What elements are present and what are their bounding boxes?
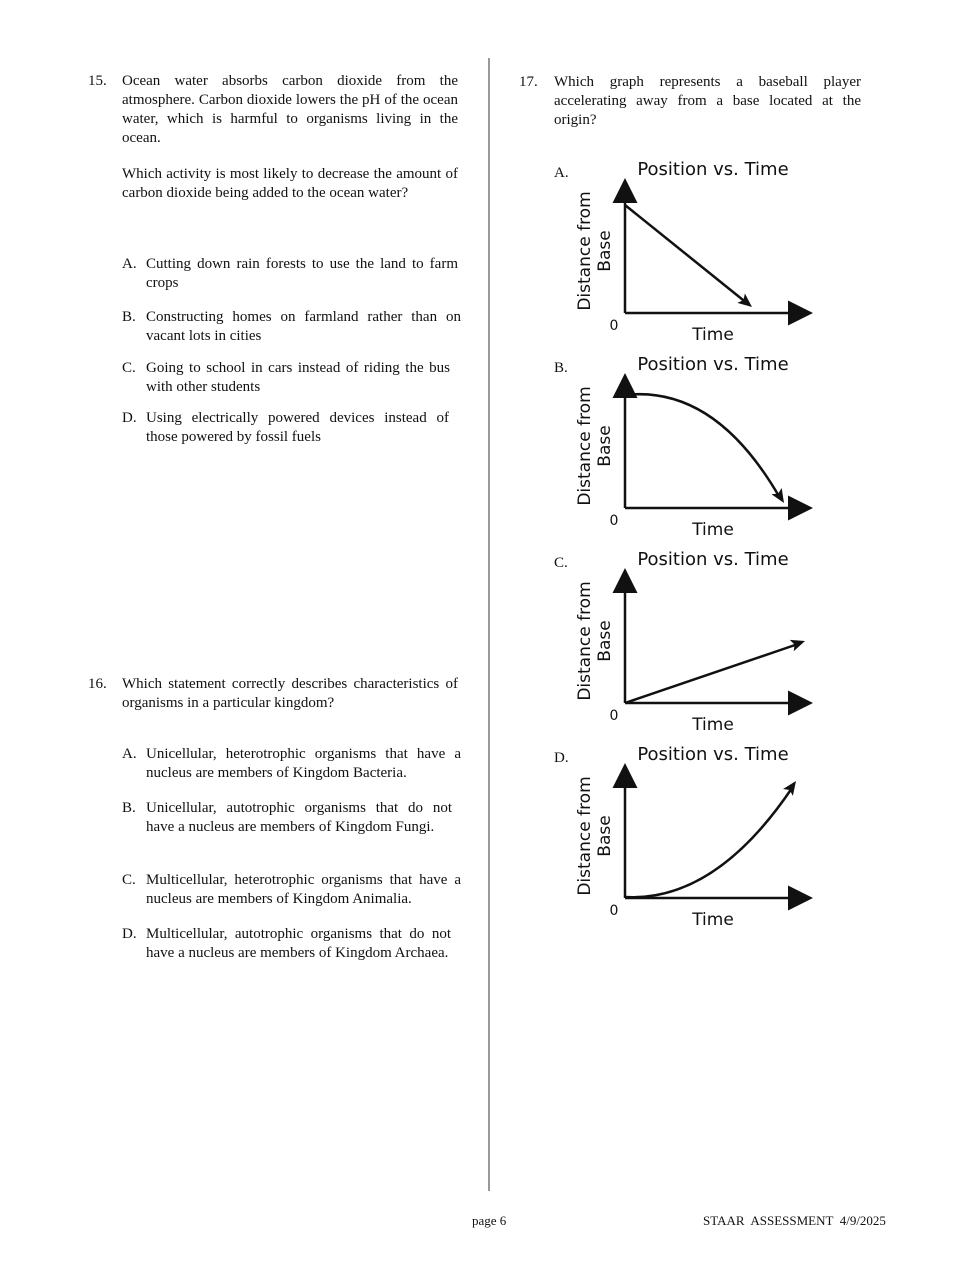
origin-label: 0	[609, 903, 619, 919]
column-divider	[488, 58, 490, 1191]
origin-label: 0	[609, 318, 619, 334]
origin-label: 0	[609, 513, 619, 529]
choice-text: Going to school in cars instead of riding the bus with other students	[146, 360, 450, 395]
choice-text: Using electrically powered devices instead of those powered by fossil fuels	[146, 410, 449, 445]
answer-choice-c[interactable]	[122, 359, 450, 397]
graph-title: Position vs. Time	[637, 354, 789, 375]
choice-letter: A.	[122, 256, 137, 272]
choice-letter: D.	[122, 410, 137, 426]
origin-label: 0	[609, 708, 619, 724]
question-number: 16.	[88, 676, 107, 692]
graph-curve	[625, 205, 748, 304]
y-axis-label-line2: Base	[595, 815, 615, 857]
graph-choice-c[interactable]	[550, 545, 820, 735]
choice-text: Unicellular, autotrophic organisms that do not have a nucleus are members of Kingdom Fungi.	[146, 800, 452, 835]
choice-letter: C.	[122, 360, 136, 376]
answer-choice-c[interactable]	[122, 871, 461, 909]
graph-choice-b[interactable]	[550, 350, 820, 540]
position-time-graph	[550, 155, 820, 345]
page-number: page 6	[472, 1213, 507, 1228]
graph-letter: D.	[554, 750, 569, 766]
answer-choice-d[interactable]	[122, 409, 449, 447]
y-axis-label-line1: Distance from	[575, 386, 595, 506]
x-axis-label: Time	[692, 910, 734, 930]
position-time-graph	[550, 350, 820, 540]
graph-letter: A.	[554, 165, 569, 181]
question-prompt: Which statement correctly describes characteristics of organisms in a particular kingdom?	[122, 676, 458, 711]
graph-choice-d[interactable]	[550, 740, 820, 930]
question-number: 15.	[88, 73, 107, 89]
question-number: 17.	[519, 74, 538, 90]
footer-label: STAAR ASSESSMENT 4/9/2025	[703, 1213, 886, 1228]
graph-title: Position vs. Time	[637, 744, 789, 765]
question-prompt: Which activity is most likely to decrease the amount of carbon dioxide being added to the ocean water?	[122, 166, 458, 201]
graph-choice-a[interactable]	[550, 155, 820, 345]
y-axis-label-line1: Distance from	[575, 581, 595, 701]
graph-curve	[625, 644, 798, 703]
x-axis-label: Time	[692, 520, 734, 540]
choice-letter: B.	[122, 800, 136, 816]
y-axis-label-line2: Base	[595, 230, 615, 272]
curve-arrowhead	[783, 778, 801, 796]
curve-arrowhead	[771, 488, 789, 506]
graph-letter: B.	[554, 360, 568, 376]
choice-text: Multicellular, heterotrophic organisms that have a nucleus are members of Kingdom Animalia.	[146, 872, 461, 907]
choice-text: Cutting down rain forests to use the land to farm crops	[146, 256, 458, 291]
choice-text: Multicellular, autotrophic organisms that do not have a nucleus are members of Kingdom Archaea.	[146, 926, 451, 961]
position-time-graph	[550, 740, 820, 930]
graph-title: Position vs. Time	[637, 549, 789, 570]
y-axis-label-line2: Base	[595, 425, 615, 467]
choice-letter: A.	[122, 746, 137, 762]
y-axis-label-line1: Distance from	[575, 776, 595, 896]
x-axis-label: Time	[692, 325, 734, 345]
graph-title: Position vs. Time	[637, 159, 789, 180]
curve-arrowhead	[790, 635, 807, 651]
answer-choice-b[interactable]	[122, 308, 461, 346]
choice-letter: B.	[122, 309, 136, 325]
position-time-graph	[550, 545, 820, 735]
answer-choice-a[interactable]	[122, 745, 461, 783]
graph-curve	[625, 394, 780, 498]
y-axis-label-line1: Distance from	[575, 191, 595, 311]
graph-letter: C.	[554, 555, 568, 571]
answer-choice-d[interactable]	[122, 925, 451, 963]
choice-text: Unicellular, heterotrophic organisms that have a nucleus are members of Kingdom Bacteria.	[146, 746, 461, 781]
choice-letter: C.	[122, 872, 136, 888]
answer-choice-a[interactable]	[122, 255, 458, 293]
question-prompt: Which graph represents a baseball player accelerating away from a base located at the origin?	[554, 74, 861, 128]
y-axis-label-line2: Base	[595, 620, 615, 662]
choice-text: Constructing homes on farmland rather than on vacant lots in cities	[146, 309, 461, 344]
answer-choice-b[interactable]	[122, 799, 452, 837]
question-stem: Ocean water absorbs carbon dioxide from the atmosphere. Carbon dioxide lowers the pH of the ocean water, which is harmful to organisms living in the ocean.	[122, 73, 458, 146]
graph-curve	[625, 788, 792, 897]
x-axis-label: Time	[692, 715, 734, 735]
choice-letter: D.	[122, 926, 137, 942]
